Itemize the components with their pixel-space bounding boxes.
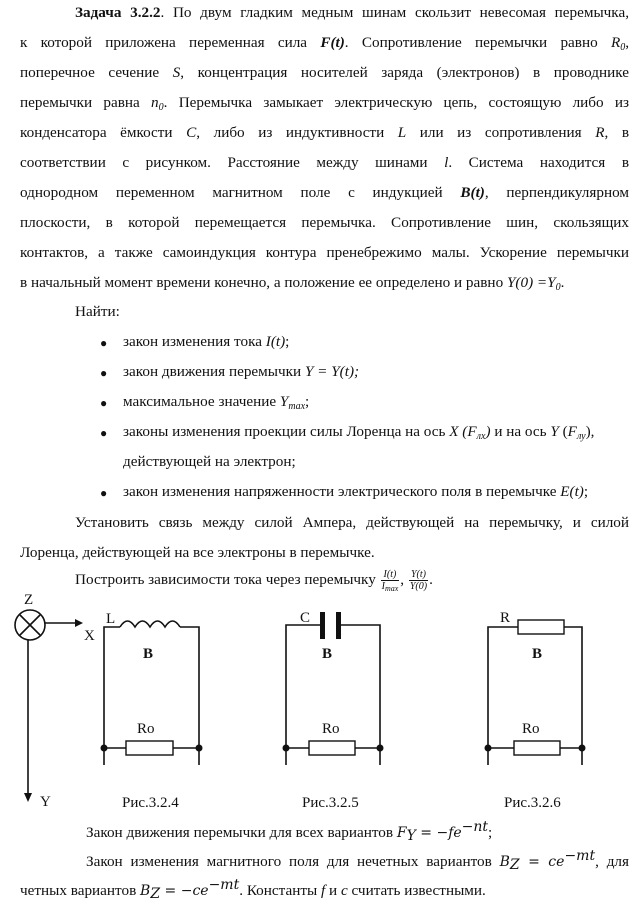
x-arrow-icon bbox=[75, 619, 83, 627]
problem-line-1: Задача 3.2.2. По двум гладким медным шинам скользит невесомая перемычка, bbox=[75, 4, 629, 21]
bullet-item-5: закон изменения напряженности электрического поля в перемычке E(t); bbox=[123, 483, 589, 500]
bullet-icon: ● bbox=[100, 396, 108, 410]
figure-caption-2: Рис.3.2.5 bbox=[302, 795, 359, 811]
problem-line-2: к которой приложена переменная сила F(t). Сопротивление перемычки равно $R_0$, bbox=[20, 34, 630, 53]
plot-instruction: Построить зависимости тока через перемычку $\frac{I(t)}{I_{max}}$ , $\frac{Y(t)}{Y(0)}$ . bbox=[75, 569, 433, 593]
bullet-item-4: законы изменения проекции силы Лоренца на ось X $(F_{лх})$ и на ось Y $(F_{лу})$, bbox=[123, 423, 595, 442]
z-axis-label: Z bbox=[24, 592, 34, 608]
field-law-line-2: четных вариантов $B_Z = -ce^{-mt}$. Константы f и c считать известными. bbox=[20, 877, 486, 902]
bullet-item-2: закон движения перемычки Y = Y(t); bbox=[123, 363, 360, 380]
relation-line-2: Лоренца, действующей на все электроны в перемычке. bbox=[20, 544, 375, 561]
relation-line-1: Установить связь между силой Ампера, действующей на перемычку, и силой bbox=[75, 514, 629, 531]
bullet-icon: ● bbox=[100, 426, 108, 440]
figure-caption-3: Рис.3.2.6 bbox=[504, 795, 561, 811]
find-label: Найти: bbox=[75, 303, 120, 320]
figure-caption-1: Рис.3.2.4 bbox=[122, 795, 179, 811]
field-law-line-1: Закон изменения магнитного поля для нечетных вариантов $B_Z = ce^{-mt}$, для bbox=[86, 848, 629, 873]
problem-line-8: плоскости, в которой перемещается перемычка. Сопротивление шин, скользящих bbox=[20, 214, 629, 231]
capacitor-label: C bbox=[300, 610, 311, 626]
bullet-icon: ● bbox=[100, 336, 108, 350]
problem-line-6: соответствии с рисунком. Расстояние между шинами l. Система находится в bbox=[20, 154, 629, 171]
field-label-3: B bbox=[532, 646, 543, 662]
force-symbol: F(t) bbox=[320, 34, 345, 51]
y-arrow-icon bbox=[24, 793, 32, 802]
problem-line-3: поперечное сечение S, концентрация носителей заряда (электронов) в проводнике bbox=[20, 64, 630, 81]
circuit-figure bbox=[0, 580, 644, 820]
resistor-label: R bbox=[500, 610, 511, 626]
bullet-icon: ● bbox=[100, 486, 108, 500]
x-axis-label: X bbox=[84, 628, 95, 644]
problem-line-10: в начальный момент времени конечно, а положение ее определено и равно $Y(0) =Y_0$. bbox=[20, 274, 565, 293]
load-label-1: Ro bbox=[137, 721, 155, 737]
bullet-icon: ● bbox=[100, 366, 108, 380]
fraction-current: $\frac{I(t)}{I_{max}}$ bbox=[381, 569, 399, 593]
load-label-3: Ro bbox=[522, 721, 540, 737]
problem-line-9: контактов, а также самоиндукция контура пренебрежимо малы. Ускорение перемычки bbox=[20, 244, 629, 261]
field-label-2: B bbox=[322, 646, 333, 662]
inductor-label: L bbox=[106, 611, 116, 627]
bullet-item-3: максимальное значение $Y_{max}$; bbox=[123, 393, 310, 412]
bullet-item-1: закон изменения тока I(t); bbox=[123, 333, 290, 350]
motion-law: Закон движения перемычки для всех вариантов $F_Y = -fe^{-nt}$; bbox=[86, 819, 493, 844]
fraction-position: $\frac{Y(t)}{Y(0)}$ bbox=[409, 569, 428, 592]
problem-line-4: перемычки равна $n_0$. Перемычка замыкает электрическую цепь, состоящую либо из bbox=[20, 94, 629, 113]
field-symbol: B(t) bbox=[460, 184, 485, 201]
bullet-item-4-continuation: действующей на электрон; bbox=[123, 453, 296, 470]
problem-line-7: однородном переменном магнитном поле с индукцией B(t), перпендикулярном bbox=[20, 184, 629, 201]
load-label-2: Ro bbox=[322, 721, 340, 737]
problem-line-5: конденсатора ёмкости C, либо из индуктивности L или из сопротивления R, в bbox=[20, 124, 629, 141]
field-label-1: B bbox=[143, 646, 154, 662]
problem-title: Задача 3.2.2 bbox=[75, 4, 161, 21]
y-axis-label: Y bbox=[40, 794, 51, 810]
